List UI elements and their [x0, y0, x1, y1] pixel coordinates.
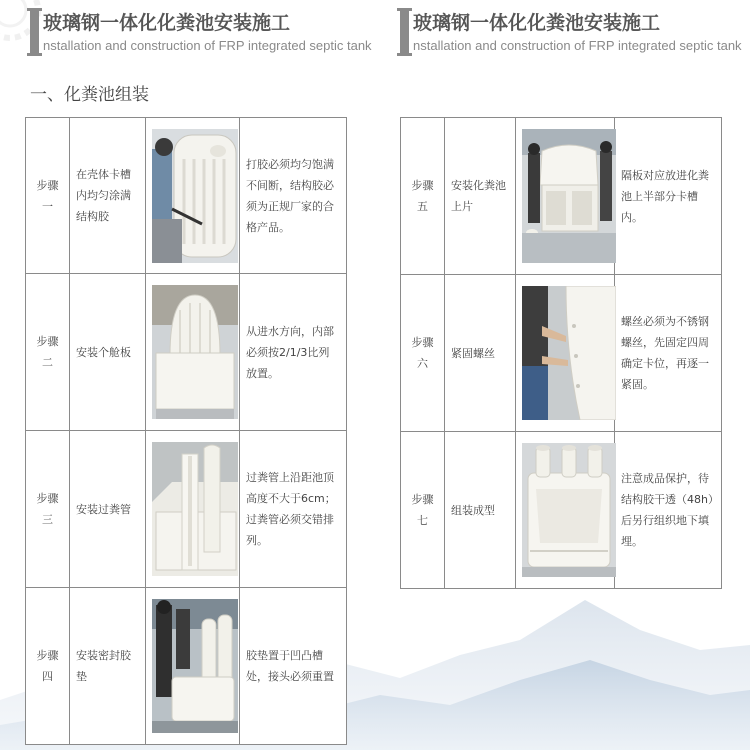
step-note: 隔板对应放进化粪池上半部分卡槽内。 [615, 118, 722, 275]
table-row [26, 431, 347, 588]
step-action: 安装过粪管 [70, 431, 146, 588]
step-action: 安装化粪池上片 [445, 118, 516, 275]
step-label: 步骤五 [401, 118, 445, 275]
step-label: 步骤四 [26, 588, 70, 745]
step-label: 步骤三 [26, 431, 70, 588]
step-note: 从进水方向，内部必须按2/1/3比列放置。 [240, 274, 347, 431]
step-action: 紧固螺丝 [445, 275, 516, 432]
table-row [401, 275, 722, 432]
steps-table-right [400, 117, 722, 589]
bolt-tightening-photo [522, 286, 616, 420]
table-row [401, 118, 722, 275]
section-title: 一、化粪池组装 [30, 85, 149, 105]
step-action: 安装个舱板 [70, 274, 146, 431]
table-row [26, 588, 347, 745]
steps-table-left [25, 117, 347, 745]
baffle-install-photo [152, 285, 238, 419]
page-title-cn: 玻璃钢一体化化粪池安装施工 [413, 12, 661, 34]
letter-i-icon [400, 8, 409, 56]
page-title-en: nstallation and construction of FRP integrated septic tank [413, 38, 742, 53]
page-title-en: nstallation and construction of FRP integrated septic tank [43, 38, 372, 53]
table-row [401, 432, 722, 589]
page-title-cn: 玻璃钢一体化化粪池安装施工 [43, 12, 291, 34]
pipe-install-photo [152, 442, 238, 576]
step-label: 步骤一 [26, 118, 70, 274]
table-row [26, 118, 347, 274]
step-note: 胶垫置于凹凸槽处，接头必须重置 [240, 588, 347, 745]
step-action: 安装密封胶垫 [70, 588, 146, 745]
step-label: 步骤二 [26, 274, 70, 431]
glue-applying-photo [152, 129, 238, 263]
step-note: 过粪管上沿距池顶高度不大于6cm；过粪管必须交错排列。 [240, 431, 347, 588]
step-note: 打胶必须均匀饱满不间断，结构胶必须为正规厂家的合格产品。 [240, 118, 347, 274]
step-action: 在壳体卡槽内均匀涂满结构胶 [70, 118, 146, 274]
table-row [26, 274, 347, 431]
finished-tank-photo [522, 443, 616, 577]
step-note: 螺丝必须为不锈钢螺丝，先固定四周确定卡位，再逐一紧固。 [615, 275, 722, 432]
upper-shell-photo [522, 129, 616, 263]
gasket-install-photo [152, 599, 238, 733]
letter-i-icon [30, 8, 39, 56]
step-action: 组装成型 [445, 432, 516, 589]
step-label: 步骤七 [401, 432, 445, 589]
step-label: 步骤六 [401, 275, 445, 432]
step-note: 注意成品保护，待结构胶干透（48h）后另行组织地下填埋。 [615, 432, 722, 589]
